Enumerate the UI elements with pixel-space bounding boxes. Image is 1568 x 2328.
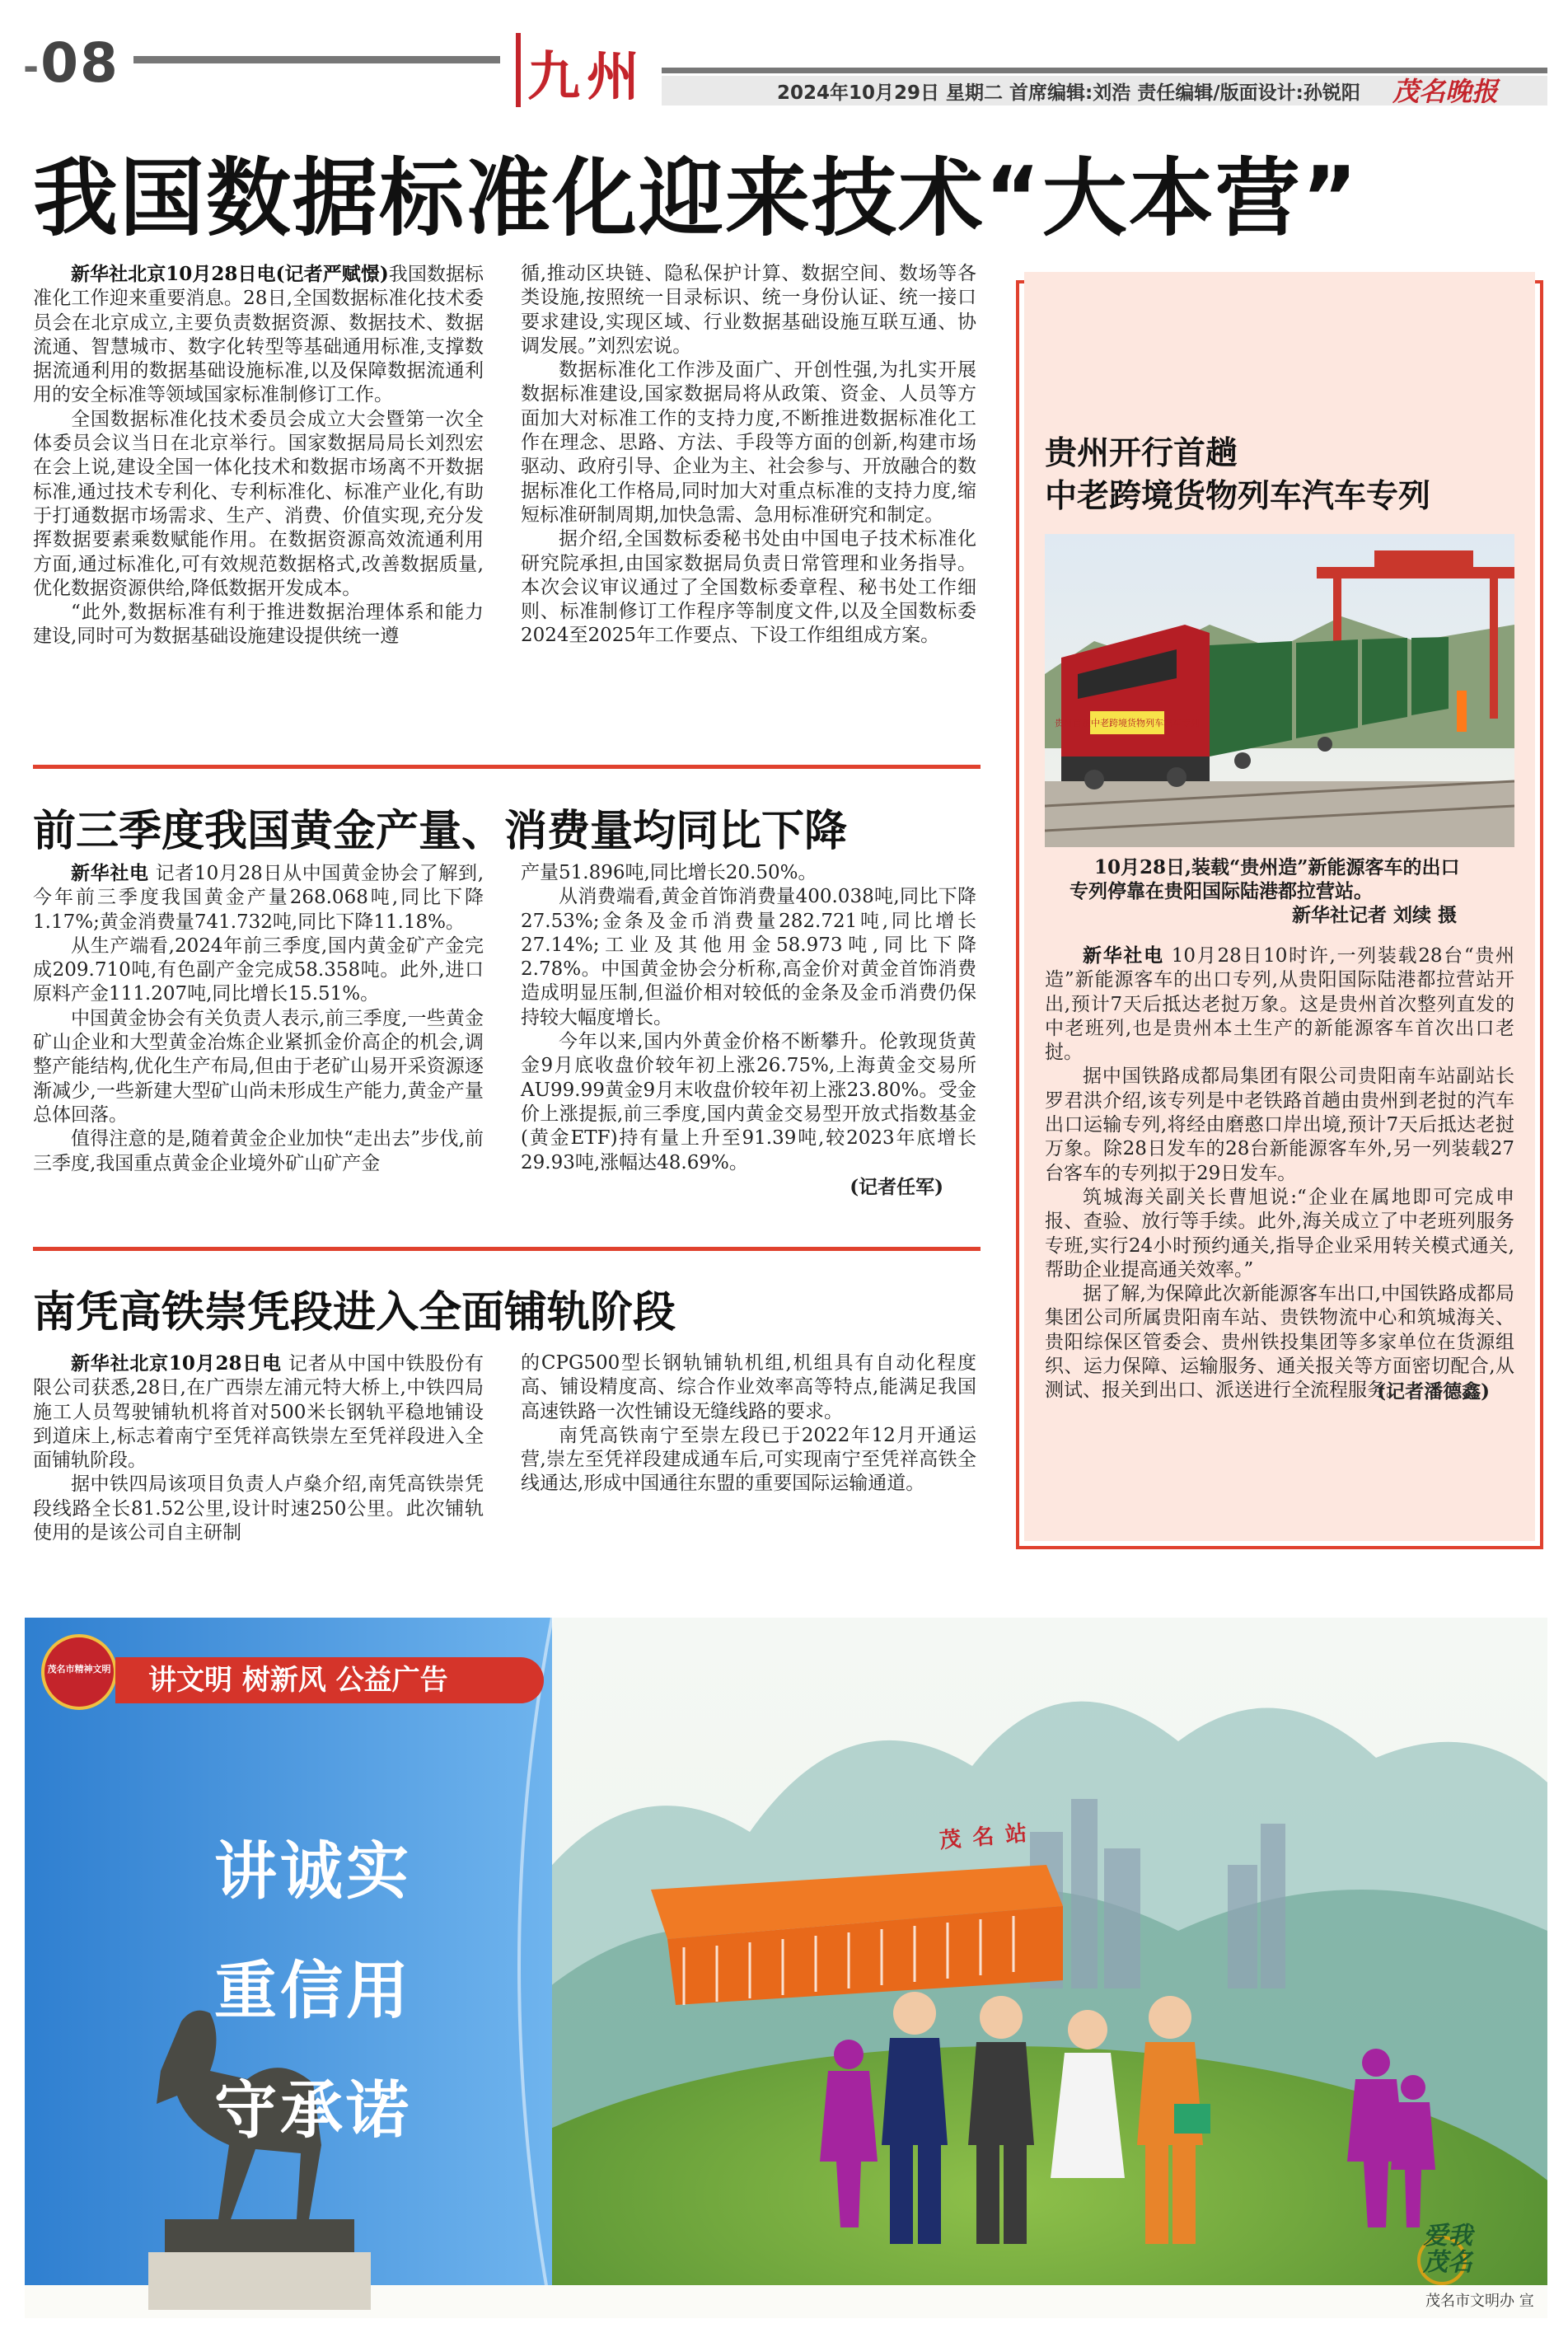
article3-column-1: 新华社北京10月28日电 记者从中国中铁股份有限公司获悉,28日,在广西崇左浦元特大桥上,中铁四局施工人员驾驶铺轨机将首对500米长钢轨平稳地铺设到道床上,标志着南宁至凭祥高铁崇左至凭祥段进入全面铺轨阶段。 据中铁四局该项目负责人卢燊介绍,南凭高铁崇凭段线路全长81.52公里,设计时速250公里。此次铺轨使用的是该公司自主研制 [33, 1352, 484, 1544]
civilization-seal-icon: 茂名市精神文明 [41, 1634, 117, 1710]
ad-slogan-line-3: 守承诺 [214, 2073, 412, 2147]
article1-column-1: 新华社北京10月28日电(记者严赋憬)我国数据标准化工作迎来重要消息。28日,全国数据标准化技术委员会在北京成立,主要负责数据资源、数据技术、数据流通、智慧城市、数字化转型等基础通用标准,支撑数据流通利用的数据基础设施标准,以及保障数据流通利用的安全标准等领域国家标准制修订工作。 全国数据标准化技术委员会成立大会暨第一次全体委员会议当日在北京举行。国家数据局局长刘烈宏在会上说,建设全国一体化技术和数据市场离不开数据标准,通过技术专利化、专利标准化、标准产业化,有助于打通数据市场需求、生产、消费、价值实现,充分发挥数据要素乘数赋能作用。在数据资源高效流通利用方面,通过标准化,可有效规范数据格式,改善数据质量,优化数据资源供给,降低数据开发成本。 “此外,数据标准有利于推进数据治理体系和能力建设,同时可为数据基础设施建设提供统一遵 [33, 263, 484, 648]
headline-gold: 前三季度我国黄金产量、消费量均同比下降 [33, 807, 848, 856]
section-divider [33, 765, 981, 769]
ad-sponsor: 茂名市文明办 宣 [1425, 2293, 1534, 2310]
station-sign: 茂名站 [938, 1820, 1040, 1854]
sidebar-article: 新华社电 10月28日10时许,一列装载28台“贵州造”新能源客车的出口专列,从贵阳国际陆港都拉营站开出,预计7天后抵达老挝万象。这是贵州首次整列直发的中老班列,也是贵州本土生产的新能源客车首次出口老挝。 据中国铁路成都局集团有限公司贵阳南车站副站长罗君洪介绍,该专列是中老铁路首趟由贵州到老挝的汽车出口运输专列,将经由磨憨口岸出境,预计7天后抵达老挝万象。除28日发车的28台新能源客车外,另一列装载27台客车的专列拟于29日发车。 筑城海关副关长曹旭说:“企业在属地即可完成申报、查验、放行等手续。此外,海关成立了中老班列服务专班,实行24小时预约通关,指导企业采用转关模式通关,帮助企业提高通关效率。” 据了解,为保障此次新能源客车出口,中国铁路成都局集团公司所属贵阳南车站、贵铁物流中心和筑城海关、贵阳综保区管委会、贵州铁投集团等多家单位在货源组织、运力保障、运输服务、通关报关等方面密切配合,从测试、报关到出口、派送进行全流程服务。 (记者潘德鑫) [1045, 944, 1515, 1403]
photo-credit: 新华社记者 刘续 摄 [1292, 904, 1458, 926]
newspaper-logo: 茂名晚报 [1392, 76, 1499, 107]
article2-column-2: 产量51.896吨,同比增长20.50%。 从消费端看,黄金首饰消费量400.038吨,同比下降27.53%;金条及金币消费量282.721吨,同比增长27.14%;工业及其他用金58.973吨,同比下降2.78%。中国黄金协会分析称,高金价对黄金首饰消费造成明显压制,但溢价相对较低的金条及金币消费仍保持较大幅度增长。 今年以来,国内外黄金价格不断攀升。伦敦现货黄金9月底收盘价较年初上涨26.75%,上海黄金交易所AU99.99黄金9月末收盘价较年初上涨23.80%。受金价上涨提振,前三季度,国内黄金交易型开放式指数基金(黄金ETF)持有量上升至91.39吨,较2023年底增长29.93吨,涨幅达48.69%。 (记者任军) [521, 862, 976, 1198]
sidebar-byline: (记者潘德鑫) [1377, 1379, 1490, 1403]
page-number: -08 [23, 31, 119, 95]
article3-column-2: 的CPG500型长钢轨铺轨机组,机组具有自动化程度高、铺设精度高、综合作业效率高等特点,能满足我国高速铁路一次性铺设无缝线路的要求。 南凭高铁南宁至崇左段已于2022年12月开通运营,崇左至凭祥段建成通车后,可实现南宁至凭祥高铁全线通达,形成中国通往东盟的重要国际运输通道。 [521, 1352, 976, 1495]
dateline: 2024年10月29日 星期二 首席编辑:刘浩 责任编辑/版面设计:孙锐阳 [777, 82, 1360, 104]
headline-data-standardization: 我国数据标准化迎来技术“大本营” [33, 149, 1360, 248]
article1-lead: 新华社北京10月28日电(记者严赋憬) [71, 263, 389, 285]
article1-column-2: 循,推动区块链、隐私保护计算、数据空间、数场等各类设施,按照统一目录标识、统一身份认证、统一接口要求建设,实现区域、行业数据基础设施互联互通、协调发展。”刘烈宏说。 数据标准化工作涉及面广、开创性强,为扎实开展数据标准建设,国家数据局将从政策、资金、人员等方面加大对标准工作的支持力度,不断推进数据标准化工作在理念、思路、方法、手段等方面的创新,构建市场驱动、政府引导、企业为主、社会参与、开放融合的数据标准化工作格局,同时加大对重点标准的支持力度,缩短标准研制周期,加快急需、急用标准研究和制定。 据介绍,全国数标委秘书处由中国电子技术标准化研究院承担,由国家数据局负责日常管理和业务指导。本次会议审议通过了全国数标委章程、秘书处工作细则、标准制修订工作程序等制度文件,以及全国数标委2024至2025年工作要点、下设工作组组成方案。 [521, 263, 976, 647]
ad-slogan [214, 1811, 412, 2170]
article2-byline: (记者任军) [850, 1175, 943, 1198]
train-photo [1045, 534, 1514, 847]
section-divider [33, 1247, 981, 1251]
ad-banner: 讲文明 树新风 公益广告 [115, 1657, 544, 1703]
article3-lead: 新华社北京10月28日电 [71, 1352, 282, 1375]
article2-column-1: 新华社电 记者10月28日从中国黄金协会了解到,今年前三季度我国黄金产量268.068吨,同比下降1.17%;黄金消费量741.732吨,同比下降11.18%。 从生产端看,2024年前三季度,国内黄金矿产金完成209.710吨,有色副产金完成58.358吨。此外,进口原料产金111.207吨,同比增长15.51%。 中国黄金协会有关负责人表示,前三季度,一些黄金矿山企业和大型黄金冶炼企业紧抓金价高企的机会,调整产能结构,优化生产布局,但由于老矿山易开采资源逐渐减少,一些新建大型矿山尚未形成生产能力,黄金产量总体回落。 值得注意的是,随着黄金企业加快“走出去”步伐,前三季度,我国重点黄金企业境外矿山矿产金 [33, 862, 484, 1174]
header-rule-left [133, 56, 500, 63]
love-maoming-logo: 爱我茂名 [1423, 2222, 1472, 2277]
sidebar-title: 贵州开行首趟 中老跨境货物列车汽车专列 [1045, 435, 1431, 515]
article2-lead: 新华社电 [71, 862, 149, 884]
channel-name: 九州 [527, 46, 646, 108]
headline-railway: 南凭高铁崇凭段进入全面铺轨阶段 [33, 1288, 676, 1337]
ad-slogan-line-1: 讲诚实 [214, 1834, 412, 1908]
photo-caption: 10月28日,装载“贵州造”新能源客车的出口 专列停靠在贵阳国际陆港都拉营站。 新华社记者 刘续 摄 [1045, 855, 1514, 927]
public-service-ad [25, 1618, 1547, 2318]
sidebar-lead: 新华社电 [1083, 944, 1164, 967]
ad-slogan-line-2: 重信用 [214, 1954, 412, 2027]
train-sign: 贵州首趟中老跨境货物列车汽车专列 [1055, 718, 1200, 728]
